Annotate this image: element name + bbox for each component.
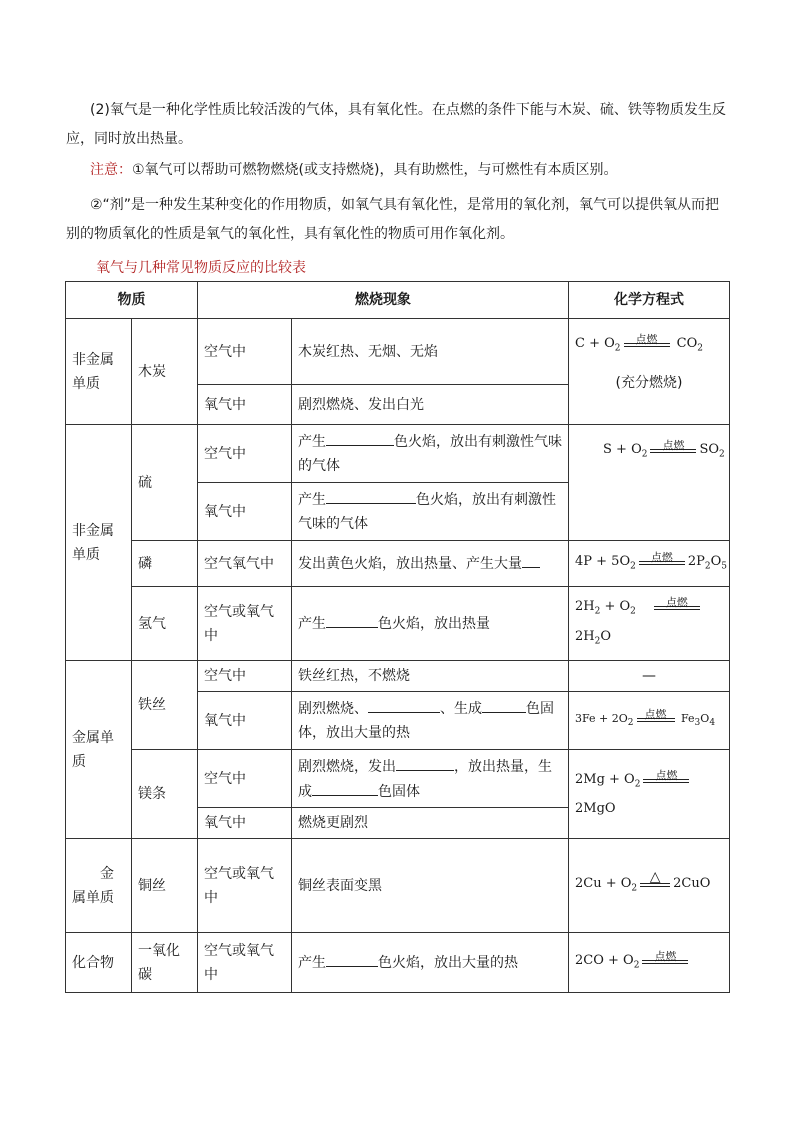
equation-cell xyxy=(569,692,730,750)
environment-cell: 空气中 xyxy=(198,425,292,483)
environment-cell: 氧气中 xyxy=(198,808,292,839)
answer-blank[interactable] xyxy=(326,950,378,967)
environment-cell: 空气氧气中 xyxy=(198,541,292,587)
environment-cell: 氧气中 xyxy=(198,483,292,541)
substance-cell: 磷 xyxy=(132,541,198,587)
table-row xyxy=(66,933,730,993)
table-row xyxy=(66,541,730,587)
equation-cell: $2H_2 + O_2$ 点燃 $2H_2O$ xyxy=(569,587,730,661)
substance-cell: 一氧化碳 xyxy=(132,933,198,993)
phenomenon-cell: 发出黄色火焰，放出热量、产生大量 xyxy=(292,541,569,587)
table-row xyxy=(66,425,730,483)
phenomenon-cell: 产生 色火焰，放出大量的热 xyxy=(292,933,569,993)
answer-blank[interactable] xyxy=(522,551,540,568)
magnesium-equation: $2Mg + O_2$ 点燃 xyxy=(575,772,692,787)
paragraph-note-1 xyxy=(66,156,730,185)
phenomenon-cell: 铜丝表面变黑 xyxy=(292,839,569,933)
environment-cell: 空气中 xyxy=(198,319,292,385)
equation-cell xyxy=(569,425,730,541)
table-row xyxy=(66,661,730,692)
phenomenon-cell: 剧烈燃烧，发出 ，放出热量，生成 色固体 xyxy=(292,750,569,808)
category-cell: 化合物 xyxy=(66,933,132,993)
phenomenon-cell: 铁丝红热，不燃烧 xyxy=(292,661,569,692)
equation-cell xyxy=(569,541,730,587)
equation-cell: — xyxy=(569,661,730,692)
carbon-equation: $C + O_2$ 点燃 $CO_2$ xyxy=(575,333,703,354)
answer-blank[interactable] xyxy=(312,779,378,796)
substance-cell: 铜丝 xyxy=(132,839,198,933)
answer-blank[interactable] xyxy=(396,754,454,771)
header-substance: 物质 xyxy=(66,282,198,319)
category-cell: 金属单质 xyxy=(66,661,132,839)
substance-cell: 氢气 xyxy=(132,587,198,661)
environment-cell: 空气或氧气中 xyxy=(198,587,292,661)
header-equation: 化学方程式 xyxy=(569,282,730,319)
category-cell: 金属单质 xyxy=(66,839,132,933)
answer-blank[interactable] xyxy=(368,696,440,713)
phenomenon-cell: 剧烈燃烧、发出白光 xyxy=(292,385,569,425)
answer-blank[interactable] xyxy=(326,611,378,628)
answer-blank[interactable] xyxy=(326,487,416,504)
environment-cell: 空气中 xyxy=(198,750,292,808)
iron-equation: $3Fe + 2O_2$ 点燃 $Fe_3O_4$ xyxy=(575,707,716,729)
note-heading: 注意： xyxy=(90,162,132,178)
paragraph-oxygen-properties: (2)氧气是一种化学性质比较活泼的气体，具有氧化性。在点燃的条件下能与木炭、硫、铁等物质发生反应，同时放出热量。 xyxy=(66,102,726,147)
answer-blank[interactable] xyxy=(326,429,394,446)
phenomenon-cell: 木炭红热、无烟、无焰 xyxy=(292,319,569,385)
comparison-table xyxy=(65,281,730,993)
table-row xyxy=(66,839,730,933)
substance-cell: 木炭 xyxy=(132,319,198,425)
table-header-row xyxy=(66,282,730,319)
equation-cell xyxy=(569,933,730,993)
table-row xyxy=(66,587,730,661)
environment-cell: 氧气中 xyxy=(198,385,292,425)
substance-cell: 镁条 xyxy=(132,750,198,839)
table-caption: 氧气与几种常见物质反应的比较表 xyxy=(96,260,306,276)
answer-blank[interactable] xyxy=(482,696,526,713)
phenomenon-cell: 剧烈燃烧、 、生成 色固体，放出大量的热 xyxy=(292,692,569,750)
substance-cell: 硫 xyxy=(132,425,198,541)
phenomenon-cell: 燃烧更剧烈 xyxy=(292,808,569,839)
copper-equation: $2Cu + O_2$ △ 2CuO xyxy=(575,868,711,894)
paragraph-note-2: ②“剂”是一种发生某种变化的作用物质，如氧气具有氧化性，是常用的氧化剂，氧气可以提供氧从而把别的物质氧化的性质是氧气的氧化性，具有氧化性的物质可用作氧化剂。 xyxy=(66,197,720,242)
header-phenomenon: 燃烧现象 xyxy=(198,282,569,319)
phenomenon-cell: 产生 色火焰，放出有刺激性气味的气体 xyxy=(292,483,569,541)
environment-cell: 空气中 xyxy=(198,661,292,692)
note-1-text: ①氧气可以帮助可燃物燃烧(或支持燃烧)，具有助燃性，与可燃性有本质区别。 xyxy=(132,162,618,178)
phenomenon-cell: 产生 色火焰，放出有刺激性气味的气体 xyxy=(292,425,569,483)
equation-cell xyxy=(569,839,730,933)
hydrogen-equation: $2H_2 + O_2$ 点燃 xyxy=(575,599,703,614)
sulfur-equation: $S + O_2$ 点燃 $SO_2$ xyxy=(603,439,725,460)
environment-cell: 空气或氧气中 xyxy=(198,839,292,933)
phenomenon-cell: 产生 色火焰，放出热量 xyxy=(292,587,569,661)
equation-cell xyxy=(569,319,730,425)
category-cell: 非金属单质 xyxy=(66,319,132,425)
substance-cell: 铁丝 xyxy=(132,661,198,750)
environment-cell: 空气或氧气中 xyxy=(198,933,292,993)
category-cell: 非金属单质 xyxy=(66,425,132,661)
table-row xyxy=(66,750,730,808)
table-row xyxy=(66,319,730,385)
co-equation: $2CO + O_2$ 点燃 xyxy=(575,953,691,968)
environment-cell: 氧气中 xyxy=(198,692,292,750)
equation-cell: $2Mg + O_2$ 点燃 2MgO xyxy=(569,750,730,839)
phosphorus-equation: $4P + 5O_2$ 点燃 $2P_2O_5$ xyxy=(575,550,728,572)
combustion-note: (充分燃烧) xyxy=(615,374,683,391)
